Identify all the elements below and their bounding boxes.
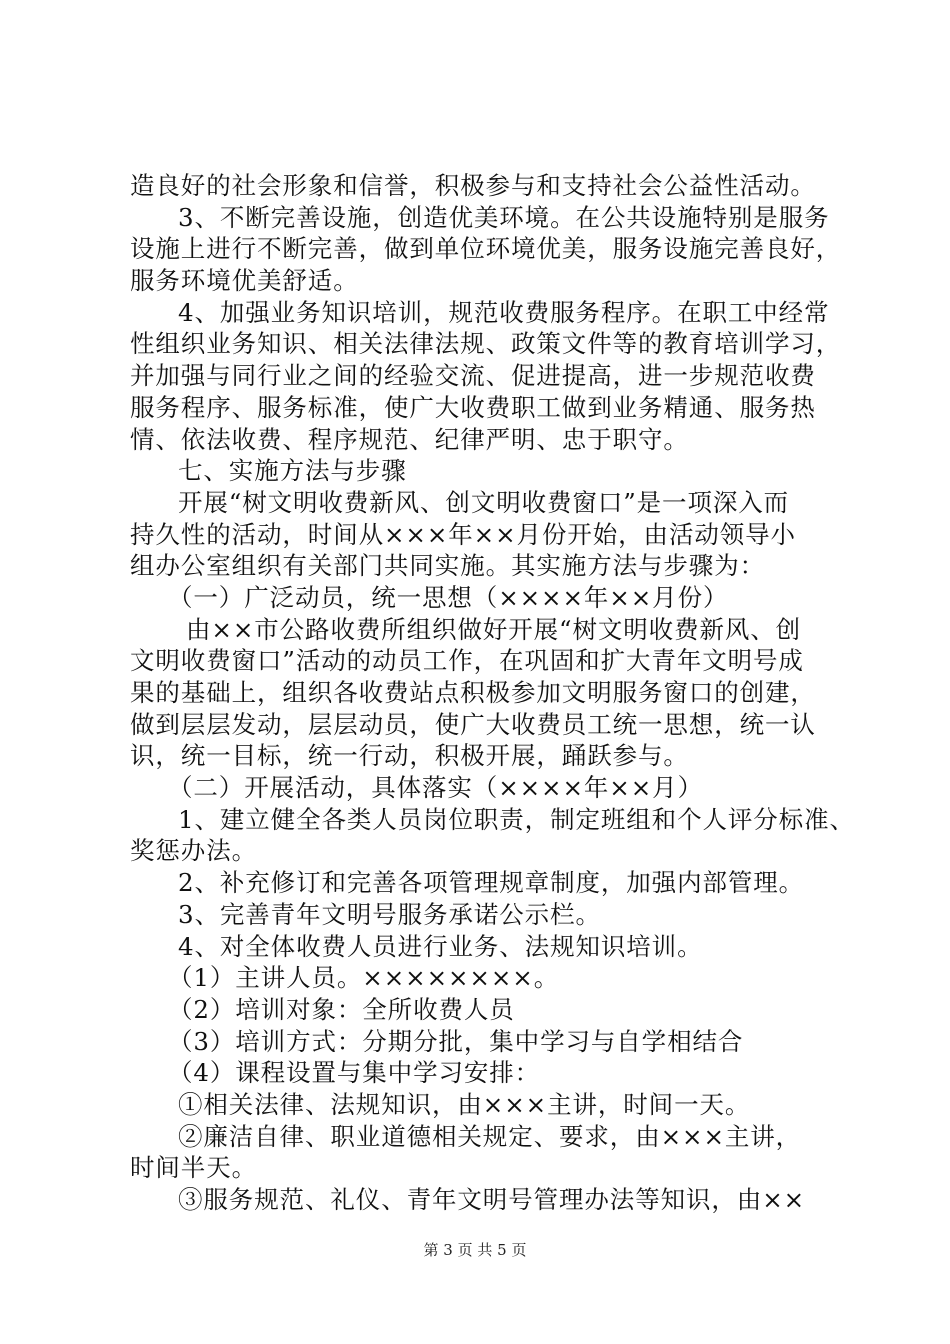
text-line: 并加强与同行业之间的经验交流、促进提高，进一步规范收费	[130, 361, 816, 391]
text-line: 性组织业务知识、相关法律法规、政策文件等的教育培训学习，	[130, 329, 842, 359]
text-line: 3、完善青年文明号服务承诺公示栏。	[178, 899, 601, 929]
list-item: ②廉洁自律、职业道德相关规定、要求，由×××主讲，	[178, 1121, 802, 1151]
text-line: 识，统一目标，统一行动，积极开展，踊跃参与。	[130, 741, 689, 771]
text-line: 4、对全体收费人员进行业务、法规知识培训。	[178, 931, 703, 961]
subsection-heading: （一）广泛动员，统一思想（××××年××月份）	[168, 582, 729, 612]
subsection-heading: （二）开展活动，具体落实（××××年××月）	[168, 773, 703, 803]
text-line: 情、依法收费、程序规范、纪律严明、忠于职守。	[130, 424, 689, 454]
list-item: （2）培训对象：全所收费人员	[168, 994, 515, 1024]
text-line: 组办公室组织有关部门共同实施。其实施方法与步骤为：	[130, 551, 765, 581]
section-heading: 七、实施方法与步骤	[178, 456, 407, 486]
text-line: 造良好的社会形象和信誉，积极参与和支持社会公益性活动。	[130, 171, 816, 200]
text-line: 3、不断完善设施，创造优美环境。在公共设施特别是服务	[178, 202, 830, 232]
list-item: （1）主讲人员。××××××××。	[168, 963, 560, 993]
text-line: 文明收费窗口”活动的动员工作，在巩固和扩大青年文明号成	[130, 646, 804, 676]
list-item: （3）培训方式：分期分批，集中学习与自学相结合	[168, 1026, 744, 1056]
text-line: 服务环境优美舒适。	[130, 266, 359, 296]
list-item: （4）课程设置与集中学习安排：	[168, 1058, 541, 1088]
text-line: 开展“树文明收费新风、创文明收费窗口”是一项深入而	[178, 487, 790, 517]
document-body	[130, 170, 855, 1216]
list-item: ③服务规范、礼仪、青年文明号管理办法等知识，由××	[178, 1185, 806, 1214]
text-line: 2、补充修订和完善各项管理规章制度，加强内部管理。	[178, 868, 805, 898]
text-line: 设施上进行不断完善，做到单位环境优美，服务设施完善良好，	[130, 234, 842, 264]
text-line: 做到层层发动，层层动员，使广大收费员工统一思想，统一认	[130, 709, 816, 739]
list-item: ①相关法律、法规知识，由×××主讲，时间一天。	[178, 1089, 751, 1119]
text-line: 时间半天。	[130, 1153, 257, 1183]
text-line: 4、加强业务知识培训，规范收费服务程序。在职工中经常	[178, 297, 830, 327]
text-line: 果的基础上，组织各收费站点积极参加文明服务窗口的创建，	[130, 678, 816, 707]
text-line: 由××市公路收费所组织做好开展“树文明收费新风、创	[186, 614, 802, 644]
text-line: 持久性的活动，时间从×××年××月份开始，由活动领导小	[130, 519, 796, 549]
page-footer: 第 3 页 共 5 页	[423, 1241, 527, 1259]
text-line: 1、建立健全各类人员岗位职责，制定班组和个人评分标准、	[178, 804, 855, 834]
text-line: 服务程序、服务标准，使广大收费职工做到业务精通、服务热	[130, 392, 816, 422]
text-line: 奖惩办法。	[130, 836, 257, 866]
